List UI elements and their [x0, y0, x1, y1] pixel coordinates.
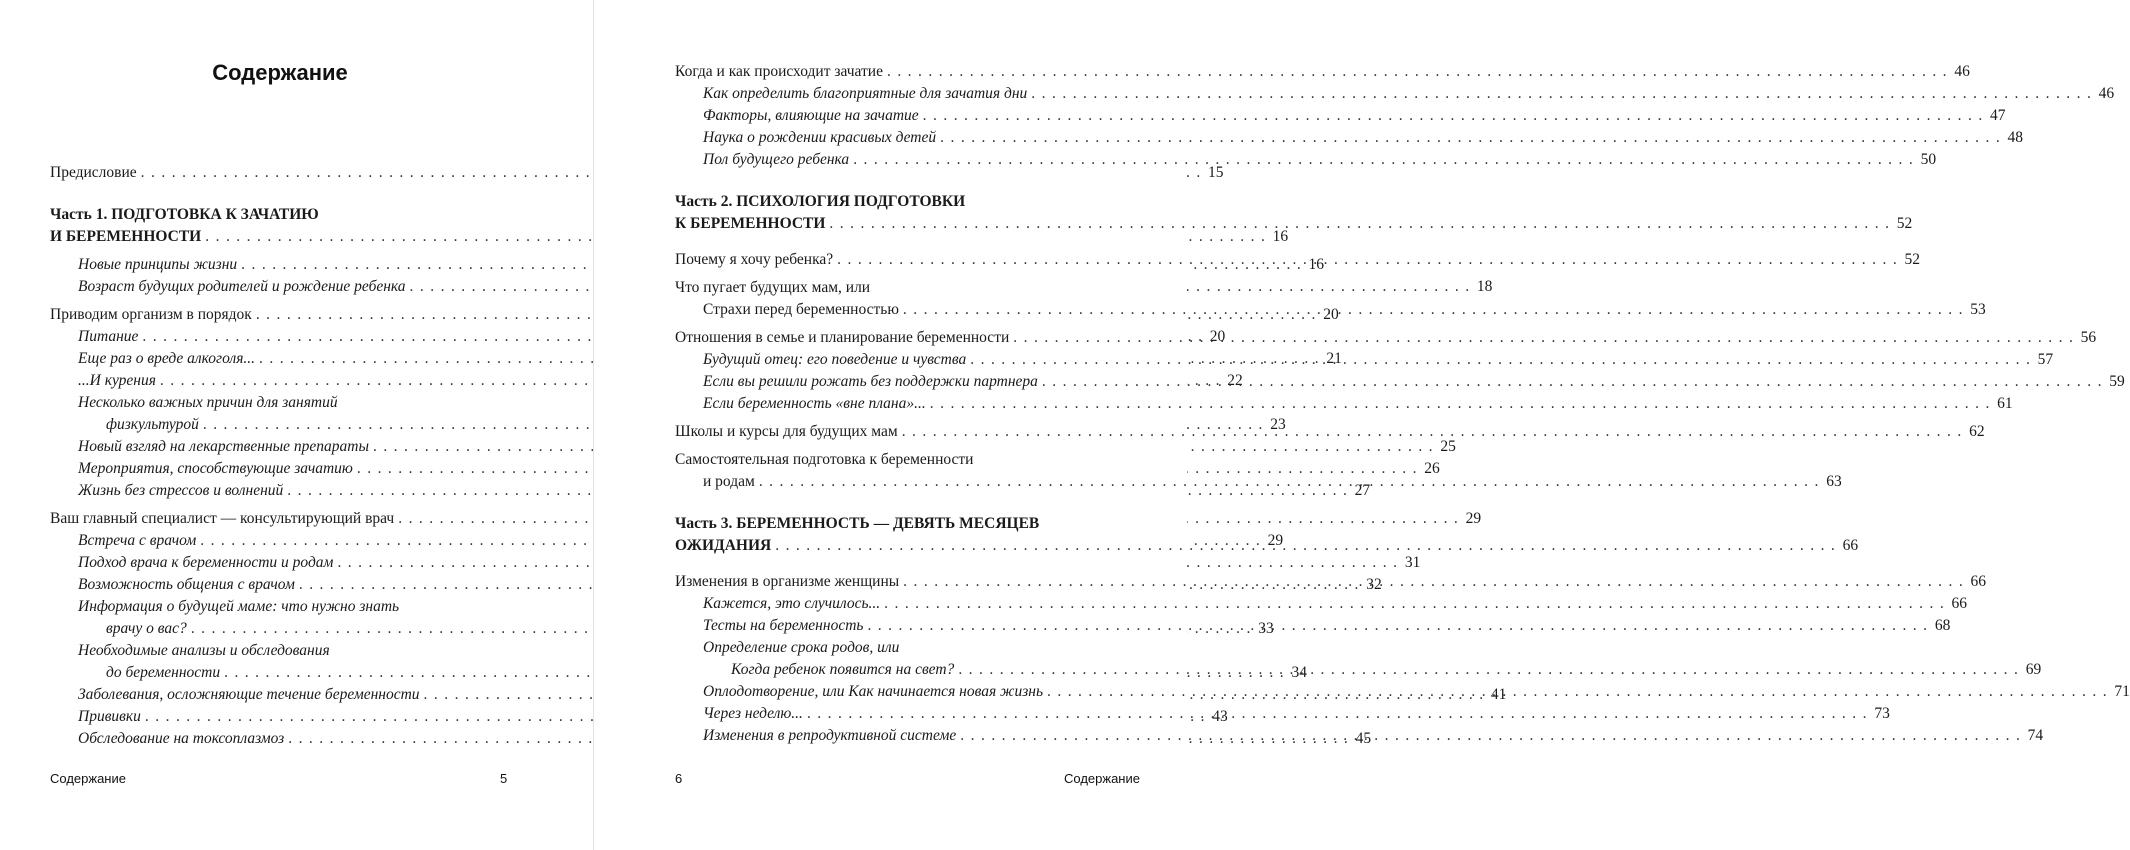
- toc-entry-text: физкультурой: [106, 416, 199, 433]
- page-number: 5: [500, 771, 508, 786]
- toc-page-number: 46: [2098, 85, 2115, 102]
- toc-entry-text: Если беременность «вне плана»...: [703, 395, 926, 412]
- toc-entry-text: до беременности: [106, 664, 221, 681]
- toc-entry[interactable]: [675, 593, 1967, 615]
- dot-leader: [883, 61, 1952, 83]
- toc-entry-text: Прививки: [78, 708, 141, 725]
- toc-page-number: 20: [1209, 328, 1226, 345]
- toc-entry-text: врачу о вас?: [106, 620, 187, 637]
- toc-entry-text: Как определить благоприятные для зачатия дни: [703, 85, 1028, 102]
- dot-leader: [849, 149, 1918, 171]
- dot-leader: [1009, 327, 2078, 349]
- toc-entry[interactable]: [50, 436, 1456, 458]
- toc-entry-line[interactable]: Необходимые анализы и обследования: [78, 642, 330, 659]
- toc-entry[interactable]: [50, 162, 1224, 184]
- toc-entry-text: Предисловие: [50, 164, 137, 181]
- toc-page-number: 34: [1291, 664, 1307, 681]
- dot-leader: [898, 421, 1967, 443]
- toc-entry-text: Факторы, влияющие на зачатие: [703, 107, 919, 124]
- toc-entry[interactable]: [675, 83, 2115, 105]
- toc-entry-text: Обследование на токсоплазмоз: [78, 730, 285, 747]
- toc-entry-text: Наука о рождении красивых детей: [703, 129, 937, 146]
- toc-entry-part[interactable]: [50, 226, 1289, 248]
- toc-page-number: 16: [1272, 228, 1289, 245]
- toc-entry-text: Еще раз о вреде алкоголя...: [78, 350, 256, 367]
- toc-page-number: 23: [1270, 416, 1286, 433]
- dot-leader: [1043, 681, 2112, 703]
- toc-entry-text: Изменения в организме женщины: [675, 573, 900, 590]
- toc-entry[interactable]: [675, 105, 2006, 127]
- dot-leader: [1027, 83, 2096, 105]
- toc-entry[interactable]: [675, 149, 1937, 171]
- toc-page-number: 25: [1440, 438, 1456, 455]
- dot-leader: [880, 593, 1949, 615]
- toc-entry-text: Питание: [78, 328, 139, 345]
- toc-entry-text: Изменения в репродуктивной системе: [703, 727, 957, 744]
- toc-page-number: 71: [2114, 683, 2130, 700]
- toc-page-number: 21: [1326, 350, 1342, 367]
- toc-page-number: 29: [1465, 510, 1482, 527]
- toc-page-number: 63: [1826, 473, 1842, 490]
- toc-entry-text: Кажется, это случилось...: [703, 595, 881, 612]
- toc-page-number: 66: [1951, 595, 1967, 612]
- toc-page-number: 15: [1208, 164, 1224, 181]
- dot-leader: [833, 249, 1902, 271]
- toc-page-number: 57: [2037, 351, 2054, 368]
- toc-entry-line[interactable]: Несколько важных причин для занятий: [78, 394, 338, 411]
- toc-page-number: 31: [1404, 554, 1421, 571]
- toc-entry-text: Новые принципы жизни: [78, 256, 238, 273]
- toc-entry-text: ...И курения: [78, 372, 156, 389]
- toc-entry-text: Пол будущего ребенка: [703, 151, 850, 168]
- toc-entry-text: Заболевания, осложняющие течение беременности: [78, 686, 420, 703]
- toc-entry-text: Когда ребенок появится на свет?: [731, 661, 955, 678]
- toc-page-number: 69: [2025, 661, 2042, 678]
- toc-entry-text: Возможность общения с врачом: [78, 576, 295, 593]
- toc-entry-text: ОЖИДАНИЯ: [675, 537, 772, 554]
- page-number: 6: [675, 771, 683, 786]
- toc-entry-text: Мероприятия, способствующие зачатию: [78, 460, 353, 477]
- toc-entry-text: Возраст будущих родителей и рождение ребенка: [78, 278, 406, 295]
- toc-page-number: 48: [2007, 129, 2024, 146]
- toc-page-number: 52: [1904, 251, 1921, 268]
- toc-page-number: 20: [1323, 306, 1339, 323]
- toc-page-number: 46: [1954, 63, 1970, 80]
- toc-page-number: 26: [1424, 460, 1440, 477]
- toc-page-number: 68: [1934, 617, 1951, 634]
- toc-entry[interactable]: [675, 127, 2024, 149]
- toc-page-number: 53: [1970, 301, 1986, 318]
- toc-page-number: 61: [1997, 395, 2013, 412]
- running-header: Содержание: [1064, 771, 1140, 786]
- toc-entry-text: Ваш главный специалист — консультирующий врач: [50, 510, 395, 527]
- toc-page-number: 32: [1366, 576, 1382, 593]
- toc-page-number: 33: [1258, 620, 1274, 637]
- toc-entry-text: и родам: [703, 473, 755, 490]
- toc-page-number: 56: [2080, 329, 2097, 346]
- part-heading[interactable]: Часть 2. ПСИХОЛОГИЯ ПОДГОТОВКИ: [675, 193, 966, 210]
- running-header: Содержание: [50, 771, 126, 786]
- toc-page-number: 16: [1308, 256, 1325, 273]
- toc-page-number: 66: [1970, 573, 1987, 590]
- toc-entry[interactable]: [675, 61, 1970, 83]
- dot-leader: [899, 299, 1968, 321]
- toc-entry-part[interactable]: [675, 213, 1913, 235]
- toc-page-number: 73: [1874, 705, 1890, 722]
- toc-entry-text: Почему я хочу ребенка?: [675, 251, 834, 268]
- toc-page-number: 47: [1990, 107, 2006, 124]
- dot-leader: [966, 349, 2035, 371]
- toc-page-number: 62: [1969, 423, 1985, 440]
- toc-entry-line[interactable]: Самостоятельная подготовка к беременности: [675, 451, 974, 468]
- toc-entry-text: К БЕРЕМЕННОСТИ: [675, 215, 826, 232]
- toc-page-number: 22: [1227, 372, 1243, 389]
- toc-entry-line[interactable]: Определение срока родов, или: [703, 639, 900, 656]
- toc-page-number: 59: [2109, 373, 2125, 390]
- toc-page-number: 74: [2027, 727, 2044, 744]
- part-heading[interactable]: Часть 1. ПОДГОТОВКА К ЗАЧАТИЮ: [50, 206, 319, 223]
- toc-entry-text: Жизнь без стрессов и волнений: [78, 482, 284, 499]
- toc-entry-text: Будущий отец: его поведение и чувства: [703, 351, 967, 368]
- dot-leader: [803, 703, 1872, 725]
- dot-leader: [919, 105, 1988, 127]
- dot-leader: [954, 659, 2023, 681]
- dot-leader: [1038, 371, 2107, 393]
- dot-leader: [899, 571, 1968, 593]
- toc-entry-text: Отношения в семье и планирование беременности: [675, 329, 1010, 346]
- dot-leader: [863, 615, 1932, 637]
- toc-entry-text: Подход врача к беременности и родам: [78, 554, 334, 571]
- dot-leader: [936, 127, 2005, 149]
- toc-entry-text: Страхи перед беременностью: [703, 301, 899, 318]
- toc-page-number: 29: [1267, 532, 1284, 549]
- toc-entry-text: Тесты на беременность: [703, 617, 864, 634]
- toc-entry-text: Приводим организм в порядок: [50, 306, 252, 323]
- toc-page-number: 45: [1355, 730, 1372, 747]
- dot-leader: [825, 213, 1894, 235]
- toc-entry-text: Новый взгляд на лекарственные препараты: [78, 438, 369, 455]
- toc-page-number: 41: [1490, 686, 1507, 703]
- part-heading[interactable]: Часть 3. БЕРЕМЕННОСТЬ — ДЕВЯТЬ МЕСЯЦЕВ: [675, 515, 1040, 532]
- toc-page-number: 18: [1476, 278, 1493, 295]
- toc-entry-text: Школы и курсы для будущих мам: [675, 423, 898, 440]
- dot-leader: [956, 725, 2025, 747]
- toc-entry[interactable]: [50, 552, 1421, 574]
- toc-page-number: 66: [1842, 537, 1859, 554]
- toc-entry[interactable]: [675, 393, 2013, 415]
- toc-entry-text: Если вы решили рожать без поддержки партнера: [703, 373, 1038, 390]
- dot-leader: [755, 471, 1824, 493]
- dot-leader: [771, 535, 1840, 557]
- toc-entry-text: Через неделю...: [703, 705, 803, 722]
- toc-entry-text: Встреча с врачом: [78, 532, 197, 549]
- toc-page-number: 50: [1920, 151, 1937, 168]
- toc-entry-line[interactable]: Что пугает будущих мам, или: [675, 279, 871, 296]
- toc-entry-text: Оплодотворение, или Как начинается новая жизнь: [703, 683, 1043, 700]
- toc-page-number: 27: [1354, 482, 1371, 499]
- toc-page-number: 52: [1896, 215, 1913, 232]
- toc-entry-line[interactable]: Информация о будущей маме: что нужно знать: [78, 598, 400, 615]
- toc-entry-text: И БЕРЕМЕННОСТИ: [50, 228, 202, 245]
- toc-page-number: 43: [1212, 708, 1228, 725]
- dot-leader: [926, 393, 1995, 415]
- page-title: Содержание: [212, 60, 348, 85]
- toc-entry-text: Когда и как происходит зачатие: [675, 63, 883, 80]
